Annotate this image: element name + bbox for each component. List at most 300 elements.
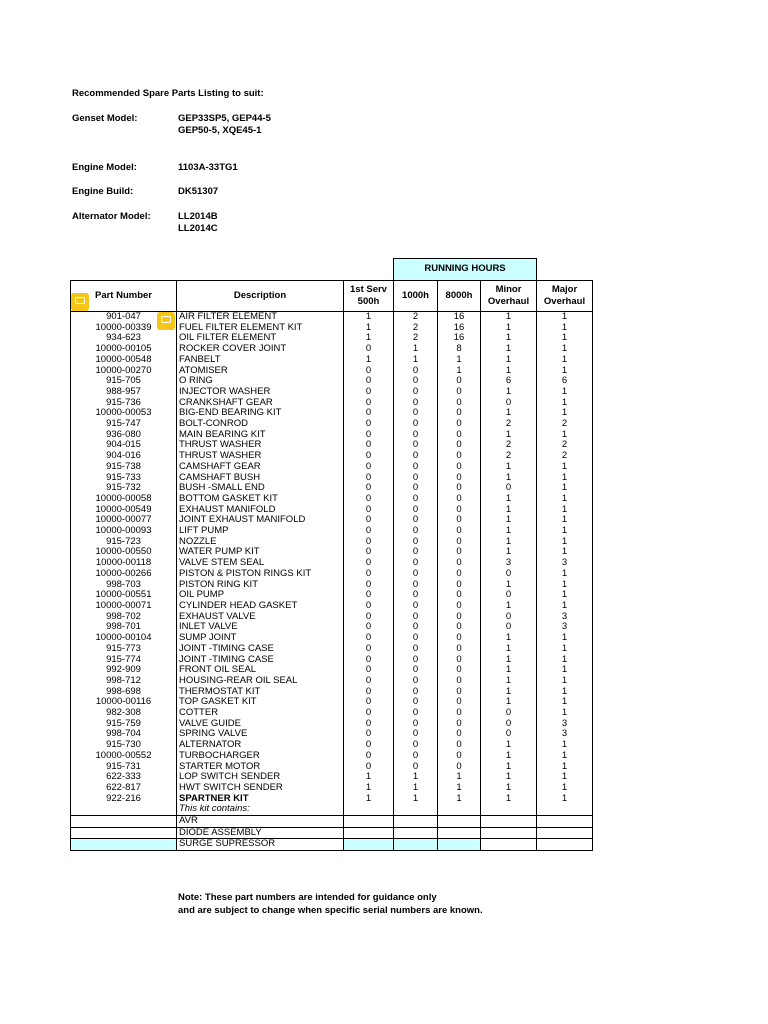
quantity-cell: 1: [537, 783, 593, 794]
description-cell: BOTTOM GASKET KIT: [177, 494, 344, 505]
quantity-cell: 1: [344, 783, 394, 794]
quantity-cell: 0: [394, 740, 438, 751]
part-number-cell: 10000-00116: [71, 697, 177, 708]
description-cell: FANBELT: [177, 355, 344, 366]
empty-cell: [344, 827, 394, 839]
table-row: [71, 719, 593, 730]
quantity-cell: 1: [537, 398, 593, 409]
quantity-cell: 0: [394, 687, 438, 698]
quantity-cell: 0: [344, 580, 394, 591]
quantity-cell: 0: [438, 419, 481, 430]
quantity-cell: 1: [537, 462, 593, 473]
quantity-cell: 1: [537, 366, 593, 377]
quantity-cell: 0: [344, 590, 394, 601]
quantity-cell: 1: [537, 687, 593, 698]
quantity-cell: 1: [438, 794, 481, 805]
quantity-cell: 1: [481, 473, 537, 484]
kit-row: [71, 827, 593, 839]
description-cell: CYLINDER HEAD GASKET: [177, 601, 344, 612]
quantity-cell: 0: [344, 344, 394, 355]
quantity-cell: 0: [344, 751, 394, 762]
quantity-cell: 0: [438, 526, 481, 537]
quantity-cell: 0: [438, 558, 481, 569]
comment-icon[interactable]: [157, 312, 175, 330]
alternator-model-line2: LL2014C: [178, 223, 218, 234]
quantity-cell: 0: [438, 505, 481, 516]
quantity-cell: 1: [344, 323, 394, 334]
part-number-cell: 10000-00093: [71, 526, 177, 537]
table-row: [71, 655, 593, 666]
quantity-cell: 0: [394, 547, 438, 558]
quantity-cell: 0: [438, 440, 481, 451]
running-hours-header: RUNNING HOURS: [394, 259, 537, 281]
quantity-cell: 1: [537, 590, 593, 601]
empty-cell: [394, 827, 438, 839]
quantity-cell: 1: [537, 655, 593, 666]
column-header: 1st Serv 500h: [344, 281, 394, 312]
quantity-cell: 1: [481, 515, 537, 526]
empty-cell: [71, 816, 177, 828]
quantity-cell: 1: [344, 772, 394, 783]
quantity-cell: 0: [344, 494, 394, 505]
description-cell: ROCKER COVER JOINT: [177, 344, 344, 355]
quantity-cell: 1: [537, 344, 593, 355]
quantity-cell: 0: [394, 644, 438, 655]
quantity-cell: 0: [481, 483, 537, 494]
empty-cell: [394, 804, 438, 815]
table-row: [71, 772, 593, 783]
quantity-cell: 1: [537, 312, 593, 323]
quantity-cell: 1: [537, 751, 593, 762]
description-cell: THERMOSTAT KIT: [177, 687, 344, 698]
quantity-cell: 1: [537, 408, 593, 419]
quantity-cell: 1: [344, 312, 394, 323]
quantity-cell: 0: [394, 633, 438, 644]
quantity-cell: 1: [537, 387, 593, 398]
quantity-cell: 1: [481, 697, 537, 708]
quantity-cell: 1: [481, 740, 537, 751]
description-cell: HOUSING-REAR OIL SEAL: [177, 676, 344, 687]
quantity-cell: 0: [438, 483, 481, 494]
quantity-cell: 0: [438, 601, 481, 612]
quantity-cell: 0: [394, 580, 438, 591]
table-row: [71, 366, 593, 377]
table-row: [71, 601, 593, 612]
part-number-cell: 998-702: [71, 612, 177, 623]
quantity-cell: 1: [394, 772, 438, 783]
quantity-cell: 1: [537, 547, 593, 558]
quantity-cell: 1: [394, 783, 438, 794]
quantity-cell: 0: [481, 622, 537, 633]
description-cell: JOINT EXHAUST MANIFOLD: [177, 515, 344, 526]
quantity-cell: 1: [537, 355, 593, 366]
description-cell: INJECTOR WASHER: [177, 387, 344, 398]
description-cell: LOP SWITCH SENDER: [177, 772, 344, 783]
quantity-cell: 0: [438, 408, 481, 419]
quantity-cell: 0: [394, 398, 438, 409]
quantity-cell: 0: [438, 697, 481, 708]
part-number-cell: 10000-00550: [71, 547, 177, 558]
quantity-cell: 0: [438, 687, 481, 698]
quantity-cell: 0: [481, 708, 537, 719]
empty-cell: [344, 839, 394, 851]
table-row: [71, 344, 593, 355]
quantity-cell: 0: [438, 387, 481, 398]
quantity-cell: 1: [537, 633, 593, 644]
description-cell: BUSH -SMALL END: [177, 483, 344, 494]
quantity-cell: 16: [438, 312, 481, 323]
quantity-cell: 1: [537, 526, 593, 537]
quantity-cell: 1: [481, 601, 537, 612]
quantity-cell: 1: [537, 505, 593, 516]
table-row: [71, 558, 593, 569]
quantity-cell: 0: [394, 526, 438, 537]
quantity-cell: 0: [344, 740, 394, 751]
quantity-cell: 16: [438, 333, 481, 344]
part-number-cell: 915-773: [71, 644, 177, 655]
quantity-cell: 0: [344, 655, 394, 666]
quantity-cell: 1: [537, 580, 593, 591]
table-row: [71, 612, 593, 623]
table-row: [71, 569, 593, 580]
description-cell: O RING: [177, 376, 344, 387]
empty-cell: [344, 804, 394, 815]
quantity-cell: 16: [438, 323, 481, 334]
column-header: Major Overhaul: [537, 281, 593, 312]
table-row: [71, 462, 593, 473]
quantity-cell: 0: [438, 729, 481, 740]
description-cell: VALVE STEM SEAL: [177, 558, 344, 569]
table-row: [71, 515, 593, 526]
table-row: [71, 355, 593, 366]
quantity-cell: 0: [344, 569, 394, 580]
quantity-cell: 1: [537, 515, 593, 526]
description-cell: WATER PUMP KIT: [177, 547, 344, 558]
table-row: [71, 430, 593, 441]
quantity-cell: 1: [481, 580, 537, 591]
empty-cell: [537, 804, 593, 815]
empty-cell: [481, 804, 537, 815]
quantity-cell: 0: [394, 729, 438, 740]
quantity-cell: 1: [481, 644, 537, 655]
quantity-cell: 0: [438, 569, 481, 580]
quantity-cell: 0: [394, 655, 438, 666]
engine-model-label: Engine Model:: [72, 162, 137, 173]
quantity-cell: 1: [481, 387, 537, 398]
description-cell: TOP GASKET KIT: [177, 697, 344, 708]
quantity-cell: 0: [394, 440, 438, 451]
description-cell: BIG-END BEARING KIT: [177, 408, 344, 419]
description-cell: PISTON & PISTON RINGS KIT: [177, 569, 344, 580]
part-number-cell: 988-957: [71, 387, 177, 398]
table-row: [71, 783, 593, 794]
table-row: [71, 740, 593, 751]
description-cell: BOLT-CONROD: [177, 419, 344, 430]
table-row: [71, 697, 593, 708]
quantity-cell: 0: [394, 451, 438, 462]
quantity-cell: 1: [537, 697, 593, 708]
quantity-cell: 0: [481, 569, 537, 580]
part-number-cell: 915-731: [71, 762, 177, 773]
table-row: [71, 580, 593, 591]
table-row: [71, 333, 593, 344]
quantity-cell: 6: [537, 376, 593, 387]
quantity-cell: 0: [344, 398, 394, 409]
quantity-cell: 1: [481, 751, 537, 762]
table-row: [71, 665, 593, 676]
part-number-cell: 10000-00071: [71, 601, 177, 612]
quantity-cell: 1: [537, 537, 593, 548]
part-number-cell: 915-759: [71, 719, 177, 730]
empty-cell: [438, 804, 481, 815]
quantity-cell: 0: [344, 762, 394, 773]
description-cell: JOINT -TIMING CASE: [177, 655, 344, 666]
part-number-cell: 10000-00549: [71, 505, 177, 516]
quantity-cell: 3: [537, 622, 593, 633]
description-cell: HWT SWITCH SENDER: [177, 783, 344, 794]
part-number-cell: 998-712: [71, 676, 177, 687]
engine-build-value: DK51307: [178, 186, 219, 197]
quantity-cell: 0: [394, 676, 438, 687]
description-cell: INLET VALVE: [177, 622, 344, 633]
table-row: [71, 622, 593, 633]
alternator-model-label: Alternator Model:: [72, 211, 151, 222]
part-number-cell: 10000-00053: [71, 408, 177, 419]
part-number-cell: 998-698: [71, 687, 177, 698]
table-row: [71, 794, 593, 805]
kit-contains-label: This kit contains:: [177, 804, 344, 815]
description-cell: THRUST WASHER: [177, 440, 344, 451]
quantity-cell: 0: [438, 644, 481, 655]
part-number-cell: 915-733: [71, 473, 177, 484]
quantity-cell: 2: [394, 312, 438, 323]
description-cell: LIFT PUMP: [177, 526, 344, 537]
empty-cell: [394, 839, 438, 851]
quantity-cell: 0: [344, 719, 394, 730]
quantity-cell: 1: [481, 655, 537, 666]
part-number-cell: 10000-00552: [71, 751, 177, 762]
empty-cell: [537, 839, 593, 851]
part-number-cell: 10000-00270: [71, 366, 177, 377]
quantity-cell: 0: [394, 505, 438, 516]
part-number-cell: 915-747: [71, 419, 177, 430]
description-cell: ATOMISER: [177, 366, 344, 377]
description-cell: EXHAUST MANIFOLD: [177, 505, 344, 516]
empty-cell: [438, 816, 481, 828]
table-row: [71, 451, 593, 462]
quantity-cell: 0: [394, 494, 438, 505]
table-row: [71, 644, 593, 655]
part-number-cell: 10000-00339: [71, 323, 177, 334]
quantity-cell: 1: [481, 633, 537, 644]
quantity-cell: 0: [438, 376, 481, 387]
table-row: [71, 312, 593, 323]
table-row: [71, 708, 593, 719]
quantity-cell: 1: [481, 783, 537, 794]
quantity-cell: 1: [394, 794, 438, 805]
empty-cell: [344, 816, 394, 828]
table-row: [71, 729, 593, 740]
quantity-cell: 1: [537, 430, 593, 441]
empty-cell: [71, 839, 177, 851]
description-cell: ALTERNATOR: [177, 740, 344, 751]
quantity-cell: 1: [481, 794, 537, 805]
quantity-cell: 0: [344, 387, 394, 398]
quantity-cell: 1: [481, 462, 537, 473]
quantity-cell: 0: [394, 462, 438, 473]
column-header: Part Number: [71, 281, 177, 312]
note-line-2: and are subject to change when specific serial numbers are known.: [178, 905, 483, 916]
kit-row: [71, 804, 593, 815]
kit-item: AVR: [177, 816, 344, 828]
quantity-cell: 3: [537, 729, 593, 740]
quantity-cell: 0: [344, 430, 394, 441]
quantity-cell: 0: [438, 398, 481, 409]
kit-row: [71, 816, 593, 828]
column-header: Description: [177, 281, 344, 312]
part-number-cell: 901-047: [71, 312, 177, 323]
table-row: [71, 398, 593, 409]
quantity-cell: 0: [344, 473, 394, 484]
part-number-cell: 622-333: [71, 772, 177, 783]
quantity-cell: 1: [481, 676, 537, 687]
quantity-cell: 0: [344, 665, 394, 676]
part-number-cell: 915-738: [71, 462, 177, 473]
description-cell: OIL FILTER ELEMENT: [177, 333, 344, 344]
quantity-cell: 1: [481, 408, 537, 419]
part-number-cell: 10000-00118: [71, 558, 177, 569]
quantity-cell: 0: [438, 676, 481, 687]
quantity-cell: 0: [394, 366, 438, 377]
quantity-cell: 0: [438, 515, 481, 526]
quantity-cell: 0: [438, 655, 481, 666]
quantity-cell: 0: [481, 719, 537, 730]
part-number-cell: 992-909: [71, 665, 177, 676]
quantity-cell: 0: [438, 762, 481, 773]
part-number-cell: 915-723: [71, 537, 177, 548]
column-header: 8000h: [438, 281, 481, 312]
quantity-cell: 0: [394, 537, 438, 548]
part-number-cell: 915-736: [71, 398, 177, 409]
part-number-cell: 998-704: [71, 729, 177, 740]
quantity-cell: 0: [394, 515, 438, 526]
quantity-cell: 1: [438, 783, 481, 794]
quantity-cell: 1: [481, 323, 537, 334]
part-number-cell: 915-774: [71, 655, 177, 666]
quantity-cell: 0: [394, 762, 438, 773]
quantity-cell: 0: [344, 462, 394, 473]
engine-build-label: Engine Build:: [72, 186, 134, 197]
table-row: [71, 494, 593, 505]
description-cell: SPARTNER KIT: [177, 794, 344, 805]
part-number-cell: 10000-00077: [71, 515, 177, 526]
empty-cell: [481, 816, 537, 828]
description-cell: COTTER: [177, 708, 344, 719]
quantity-cell: 0: [344, 633, 394, 644]
quantity-cell: 0: [438, 612, 481, 623]
table-row: [71, 526, 593, 537]
quantity-cell: 6: [481, 376, 537, 387]
quantity-cell: 1: [537, 665, 593, 676]
quantity-cell: 1: [481, 355, 537, 366]
table-row: [71, 590, 593, 601]
comment-icon[interactable]: [71, 293, 89, 311]
quantity-cell: 0: [438, 537, 481, 548]
spare-parts-table: [70, 258, 593, 851]
quantity-cell: 0: [438, 451, 481, 462]
quantity-cell: 0: [394, 665, 438, 676]
quantity-cell: 0: [438, 580, 481, 591]
alternator-model-line1: LL2014B: [178, 211, 218, 222]
part-number-cell: 982-308: [71, 708, 177, 719]
quantity-cell: 0: [394, 419, 438, 430]
quantity-cell: 0: [438, 430, 481, 441]
quantity-cell: 1: [481, 494, 537, 505]
quantity-cell: 0: [394, 558, 438, 569]
part-number-cell: 10000-00266: [71, 569, 177, 580]
quantity-cell: 1: [481, 762, 537, 773]
quantity-cell: 0: [438, 462, 481, 473]
description-cell: TURBOCHARGER: [177, 751, 344, 762]
description-cell: SPRING VALVE: [177, 729, 344, 740]
empty-cell: [71, 827, 177, 839]
description-cell: OIL PUMP: [177, 590, 344, 601]
description-cell: PISTON RING KIT: [177, 580, 344, 591]
quantity-cell: 0: [344, 612, 394, 623]
table-row: [71, 537, 593, 548]
quantity-cell: 0: [344, 558, 394, 569]
quantity-cell: 1: [537, 762, 593, 773]
part-number-cell: 10000-00105: [71, 344, 177, 355]
table-row: [71, 687, 593, 698]
part-number-cell: 998-701: [71, 622, 177, 633]
quantity-cell: 0: [438, 708, 481, 719]
quantity-cell: 2: [537, 419, 593, 430]
quantity-cell: 0: [344, 676, 394, 687]
quantity-cell: 1: [438, 772, 481, 783]
quantity-cell: 0: [438, 590, 481, 601]
empty-cell: [481, 827, 537, 839]
quantity-cell: 0: [481, 590, 537, 601]
quantity-cell: 1: [438, 355, 481, 366]
quantity-cell: 1: [481, 344, 537, 355]
quantity-cell: 0: [344, 697, 394, 708]
quantity-cell: 1: [537, 473, 593, 484]
quantity-cell: 0: [394, 622, 438, 633]
quantity-cell: 1: [537, 772, 593, 783]
quantity-cell: 1: [537, 494, 593, 505]
table-row: [71, 419, 593, 430]
description-cell: EXHAUST VALVE: [177, 612, 344, 623]
kit-row: [71, 839, 593, 851]
empty-cell: [438, 827, 481, 839]
quantity-cell: 0: [394, 569, 438, 580]
quantity-cell: 0: [438, 547, 481, 558]
empty-cell: [481, 839, 537, 851]
table-row: [71, 323, 593, 334]
quantity-cell: 0: [344, 644, 394, 655]
quantity-cell: 0: [344, 622, 394, 633]
empty-cell: [537, 816, 593, 828]
part-number-cell: 10000-00551: [71, 590, 177, 601]
quantity-cell: 0: [394, 430, 438, 441]
quantity-cell: 2: [394, 333, 438, 344]
table-row: [71, 547, 593, 558]
quantity-cell: 1: [481, 687, 537, 698]
part-number-cell: 904-016: [71, 451, 177, 462]
quantity-cell: 0: [438, 719, 481, 730]
quantity-cell: 3: [537, 558, 593, 569]
